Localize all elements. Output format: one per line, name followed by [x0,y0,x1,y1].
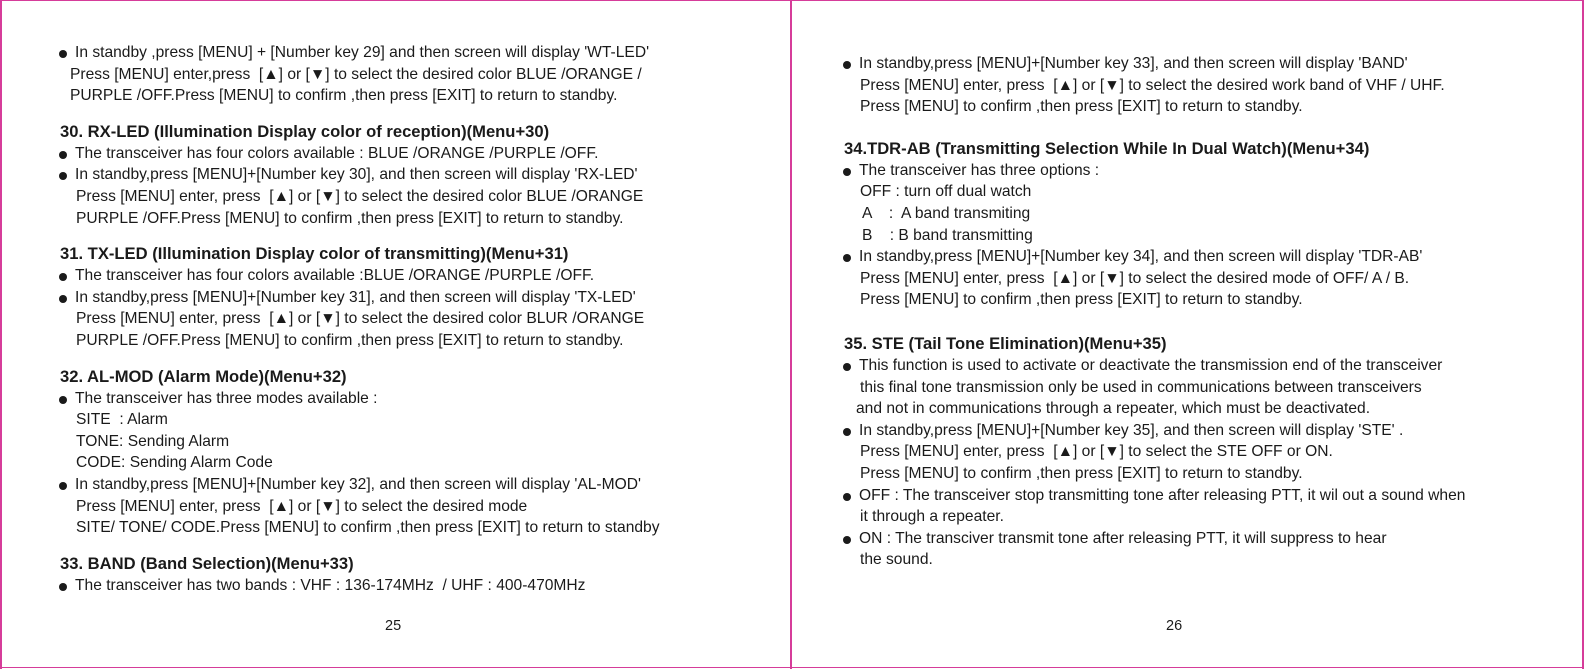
text-line: SITE/ TONE/ CODE.Press [MENU] to confirm ,then press [EXIT] to return to standby [76,519,660,537]
bullet: This function is used to activate or deactivate the transmission end of the transceiver [844,355,1574,377]
bullet: In standby,press [MENU]+[Number key 32], and then screen will display 'AL-MOD' [60,474,780,496]
section-heading-35: 35. STE (Tail Tone Elimination)(Menu+35) [844,333,1167,353]
text-line: Press [MENU] enter, press [▲] or [▼] to select the desired mode of OFF/ A / B. [860,269,1410,287]
text-line: Press [MENU] to confirm ,then press [EXIT] to return to standby. [860,291,1303,309]
text-line: PURPLE /OFF.Press [MENU] to confirm ,then press [EXIT] to return to standby. [76,209,624,227]
bullet-wt-led: In standby ,press [MENU] + [Number key 29] and then screen will display 'WT-LED' [60,42,780,64]
bullet: The transceiver has three options : [844,160,1574,182]
page-26 [792,1,1582,669]
section-heading-30: 30. RX-LED (Illumination Display color of reception)(Menu+30) [60,121,550,141]
option-line: SITE : Alarm [76,411,168,429]
text-line: Press [MENU] to confirm ,then press [EXIT] to return to standby. [860,98,1303,116]
text-line: PURPLE /OFF.Press [MENU] to confirm ,then press [EXIT] to return to standby. [70,87,618,105]
text-line: PURPLE /OFF.Press [MENU] to confirm ,then press [EXIT] to return to standby. [76,331,624,349]
text-line: Press [MENU] enter, press [▲] or [▼] to select the desired mode [76,497,528,515]
option-line: A : A band transmiting [862,204,1031,222]
text-line: Press [MENU] to confirm ,then press [EXIT] to return to standby. [860,464,1303,482]
bullet: In standby,press [MENU]+[Number key 34], and then screen will display 'TDR-AB' [844,246,1574,268]
option-line: CODE: Sending Alarm Code [76,454,273,472]
page-number: 26 [1166,618,1183,634]
bullet: The transceiver has four colors available :BLUE /ORANGE /PURPLE /OFF. [60,265,780,287]
section-heading-31: 31. TX-LED (Illumination Display color of transmitting)(Menu+31) [60,244,569,264]
text-line: Press [MENU] enter,press [▲] or [▼] to select the desired color BLUE /ORANGE / [70,65,642,83]
text-line: Press [MENU] enter, press [▲] or [▼] to select the desired color BLUE /ORANGE [76,187,644,205]
text-line: the sound. [860,551,933,569]
bullet: In standby,press [MENU]+[Number key 30], and then screen will display 'RX-LED' [60,164,780,186]
option-line: TONE: Sending Alarm [76,432,230,450]
page-number: 25 [385,618,402,634]
section-heading-34: 34.TDR-AB (Transmitting Selection While In Dual Watch)(Menu+34) [844,138,1370,158]
text-line: Press [MENU] enter, press [▲] or [▼] to select the desired work band of VHF / UHF. [860,76,1445,94]
option-line: B : B band transmitting [862,226,1033,244]
bullet: The transceiver has two bands : VHF : 136-174MHz / UHF : 400-470MHz [60,575,780,597]
text-line: Press [MENU] enter, press [▲] or [▼] to select the desired color BLUR /ORANGE [76,310,645,328]
section-heading-32: 32. AL-MOD (Alarm Mode)(Menu+32) [60,366,347,386]
page-25 [0,1,790,669]
bullet: ON : The transciver transmit tone after releasing PTT, it will suppress to hear [844,528,1574,550]
bullet-band: In standby,press [MENU]+[Number key 33], and then screen will display 'BAND' [844,53,1574,75]
text-line: this final tone transmission only be used in communications between transceivers [860,378,1422,396]
bullet: The transceiver has four colors available : BLUE /ORANGE /PURPLE /OFF. [60,143,780,165]
bullet: In standby,press [MENU]+[Number key 31], and then screen will display 'TX-LED' [60,287,780,309]
option-line: OFF : turn off dual watch [860,183,1032,201]
text-line: it through a repeater. [860,508,1004,526]
text-line: and not in communications through a repeater, which must be deactivated. [856,400,1371,418]
bullet: OFF : The transceiver stop transmitting tone after releasing PTT, it wil out a sound when [844,485,1574,507]
bullet: The transceiver has three modes available : [60,388,780,410]
page-25-content [60,42,780,596]
text-line: Press [MENU] enter, press [▲] or [▼] to select the STE OFF or ON. [860,443,1333,461]
bullet: In standby,press [MENU]+[Number key 35], and then screen will display 'STE' . [844,420,1574,442]
page-26-content [844,42,1574,571]
section-heading-33: 33. BAND (Band Selection)(Menu+33) [60,553,354,573]
